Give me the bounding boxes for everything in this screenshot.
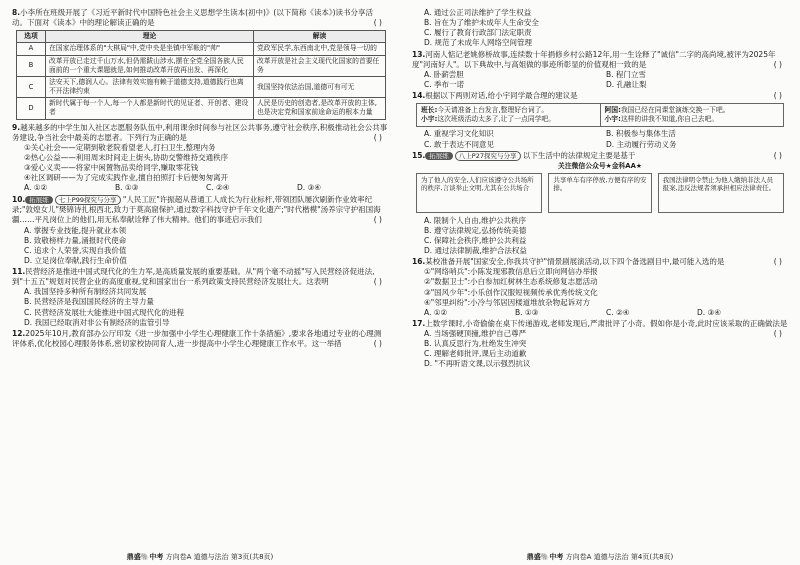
question-stem: 16.某校准备开展"国家安全,你我共守护"情景剧展演活动,以下四个备选剧目中,最可能入选的是 ( ) [412, 257, 782, 267]
answer-option: C. 追求个人荣誉,实现自我价值 [24, 245, 127, 255]
question-stem: 14.根据以下两则对话,给小宇同学最合理的建议是 ( ) [412, 91, 782, 100]
table-cell: A [17, 43, 46, 55]
dialog-line: 阿国:我国已经在同课堂演练交换一下吧。 [604, 106, 730, 115]
statement-item: ③爱心义卖——将家中闲置物品卖给同学,赚取零花钱 [24, 163, 199, 173]
answer-option: C. 履行了教育行政部门法定职责 [424, 28, 532, 38]
answer-paren: ( ) [773, 59, 782, 69]
question-number: 13. [412, 49, 426, 59]
statement-item: ②热心公益——利用周末时间走上街头,协助交警维持交通秩序 [24, 153, 229, 162]
statement-item: ④社区调研——为了完成实践作业,擅自拍照打卡后便匆匆离开 [24, 173, 229, 183]
table-cell: 改革开放已走过千山万水,但仍需跋山涉水,摆在全党全国各族人民面前的一个重大课题就是,如何推动改革开放再出发、再深化 [46, 55, 254, 76]
answer-option: D. 孔融让梨 [606, 79, 647, 89]
table-cell: 改革开放是社会主义现代化国家的首要任务 [254, 55, 386, 76]
dialog-line: 班长:今天请准备上台发言,整理好台词了。 [421, 106, 549, 115]
table-cell: 人民是历史的创造者,是改革开放的主体,也是决定党和国家前途命运的根本力量 [254, 98, 386, 119]
table-row [17, 43, 386, 55]
answer-option: A. 我国坚持多种所有制经济共同发展 [24, 287, 147, 297]
statement-item: ②"数据卫士":小白参加红树林生态系统修复志愿活动 [424, 277, 598, 287]
answer-paren: ( ) [773, 150, 782, 160]
table-header: 选项 [17, 31, 46, 43]
dialog-left [417, 104, 600, 126]
question-12 [12, 329, 388, 349]
answer-option: D. "不再听语文课,以示强烈抗议 [424, 359, 531, 369]
dialog-line: 小宇:这次班级活动太多了,让了一点同学吧。 [421, 115, 556, 124]
question-10 [12, 195, 388, 267]
answer-option: C. 保障社会秩序,维护公共利益 [424, 235, 527, 245]
table-cell: D [17, 98, 46, 119]
answer-options [424, 80, 788, 90]
answer-option: A. 当场强硬顶撞,维护自己尊严 [424, 329, 527, 339]
table-header-row [17, 31, 386, 43]
question-8 [12, 8, 388, 120]
question-12-options [412, 8, 788, 49]
answer-option: A. 重视学习文化知识 [424, 129, 494, 139]
answer-option: D. 通过法律制裁,维护合法权益 [424, 246, 527, 256]
answer-option: C. 敢于表达不同意见 [424, 139, 495, 149]
answer-options [424, 70, 788, 80]
theory-table [16, 30, 386, 119]
table-cell: 我国坚持依法治国,道德可有可无 [254, 76, 386, 97]
answer-options [424, 129, 788, 139]
right-page [412, 8, 788, 371]
answer-option: A. 掌握专业技能,提升就业本领 [24, 225, 127, 235]
answer-paren: ( ) [373, 215, 382, 225]
table-cell: 党政军民学,东西南北中,党是领导一切的 [254, 43, 386, 55]
question-number: 17. [412, 318, 426, 328]
answer-paren: ( ) [373, 18, 382, 28]
table-cell: B [17, 55, 46, 76]
question-stem: 17.上数学课时,小奇偷偷在桌下传递游戏,老师发现后,严肃批评了小奇。假如你是小奇,此时应该采取的正确做法是 ( ) [412, 318, 788, 339]
left-page-footer [12, 553, 388, 562]
answer-paren: ( ) [373, 277, 382, 287]
answer-option: B. 遵守法律规定,弘扬传统美德 [424, 225, 527, 235]
answer-option: C. 理解老师批评,课后主动道歉 [424, 349, 527, 359]
question-number: 14. [412, 91, 426, 100]
textbook-ref-tag: 八上P27探究与分享 [455, 151, 521, 162]
answer-options [424, 308, 788, 318]
question-number: 15. [412, 150, 426, 160]
table-cell: 法安天下,德润人心。法律有效实施有赖于道德支持,道德践行也离不开法律约束 [46, 76, 254, 97]
answer-option: B. 旨在为了维护未成年人生命安全 [424, 18, 539, 28]
question-9 [12, 123, 388, 194]
statement-item: ①关心社会——定期到敬老院看望老人,打扫卫生,整理内务 [24, 142, 216, 152]
scenario-box: 为了他人的安全,人们应该遵守公共场所的秩序,言谈举止文明,尤其在公共场合 [416, 173, 542, 213]
answer-option: D. 立足岗位奉献,践行生命价值 [24, 255, 127, 265]
question-11 [12, 267, 388, 328]
scenario-boxes [416, 173, 784, 213]
dialog-box [416, 103, 784, 127]
question-number: 12. [12, 328, 26, 338]
question-stem: 9.越来越多的中学生加入社区志愿服务队伍中,利用课余时间参与社区公共事务,遵守社会秩序,积极推动社会公共事务建设,争当社会中最美的志愿者。下列行为正确的是 ( ) [12, 122, 388, 142]
table-cell: C [17, 76, 46, 97]
answer-option: B. ①③ [115, 183, 139, 193]
answer-option: C. 民营经济发展壮大能推进中国式现代化的进程 [24, 307, 185, 317]
table-cell: 新时代属于每一个人,每一个人都是新时代的见证者、开创者、建设者 [46, 98, 254, 119]
answer-options [24, 183, 388, 193]
left-page [12, 8, 388, 350]
answer-option: C. 季布一诺 [424, 79, 465, 89]
statement-item: ③"国风少年":小乐创作汉服短视频传承优秀传统文化 [424, 287, 598, 297]
page-info: 方向卷A 道德与法治 第4页(共8页) [565, 552, 674, 561]
table-row [17, 76, 386, 97]
question-17 [412, 319, 788, 370]
table-cell: 在国家治理体系的"大棋局"中,党中央是坐镇中军帐的"帅" [46, 43, 254, 55]
question-stem: 10. 拓展练 七上P99探究与分享 "人民工匠"许振超从普通工人成长为行业标杆,带领团队屡次刷新作业效率纪录;"敦煌女儿"樊锦诗扎根西北,致力于莫高窟保护,通过数字科技守护千年文化遗产;"时代楷模"汤养宗守护祖国海疆……平凡岗位上的他们,用无私奉献诠释了伟大精神。他们的事迹启示我们 ( ) [12, 194, 382, 225]
answer-option: A. 通过公正司法维护了学生权益 [424, 8, 532, 17]
answer-option: D. 我国已经取消对非公有制经济的监管引导 [24, 317, 170, 327]
question-15 [412, 151, 788, 256]
question-number: 16. [412, 257, 426, 267]
right-page-footer [412, 553, 788, 562]
question-number: 8. [12, 8, 21, 17]
answer-option: B. 积极参与集体生活 [606, 129, 676, 139]
table-row [17, 55, 386, 76]
extension-tag: 拓展练 [25, 196, 53, 205]
question-number: 11. [12, 267, 26, 277]
table-header: 理论 [46, 31, 254, 43]
answer-option: B. 致敬榜样力量,涌报时代使命 [24, 235, 127, 245]
answer-option: A. ①② [424, 307, 448, 317]
scenario-box: 我国法律明令禁止为他人缴纳非法人员报案,违反法规者须承担相应法律责任。 [658, 173, 784, 213]
dialog-right [600, 104, 784, 126]
textbook-ref-tag: 七上P99探究与分享 [55, 195, 121, 206]
answer-option: B. ①③ [515, 307, 539, 317]
answer-paren: ( ) [773, 257, 782, 267]
answer-paren: ( ) [373, 338, 382, 348]
question-13 [412, 50, 788, 91]
answer-option: B. 民营经济是我国国民经济的主导力量 [24, 297, 154, 307]
statement-item: ④"邻里纠纷":小冷与邻居因楼道堆放杂物起诉对方 [424, 297, 591, 307]
brand-logo: 鼎盛🐘中考 [526, 552, 564, 561]
answer-option: D. ③④ [297, 183, 321, 193]
dialog-line: 小宇:这样的讲我不知道,你自己去吧。 [604, 115, 719, 124]
answer-paren: ( ) [773, 329, 782, 339]
answer-option: A. ①② [24, 183, 48, 193]
answer-option: B. 程门立雪 [606, 69, 646, 79]
answer-paren: ( ) [373, 132, 382, 142]
statement-item: ①"网络哨兵":小陈发现邪教信息后立即向网信办举报 [424, 267, 598, 277]
answer-option: C. ②④ [206, 183, 230, 193]
answer-options [424, 140, 788, 150]
brand-logo: 鼎盛🐘中考 [126, 552, 164, 561]
scenario-box: 共享单车有序停放,方便有序的安排。 [548, 173, 651, 213]
answer-option: A. 卧薪尝胆 [424, 69, 464, 79]
answer-option: A. 限制个人自由,维护公共秩序 [424, 215, 527, 225]
question-16 [412, 257, 788, 318]
extension-tag: 拓展练 [425, 152, 453, 161]
question-14 [412, 91, 788, 150]
table-header: 解读 [254, 31, 386, 43]
page-info: 方向卷A 道德与法治 第3页(共8页) [165, 552, 274, 561]
answer-option: D. ③④ [697, 307, 721, 317]
question-number: 10. [12, 194, 26, 204]
question-stem: 15. 拓展练 八上P27探究与分享 以下生活中的法律规定主要是基于 ( ) [412, 150, 782, 160]
answer-paren: ( ) [773, 91, 782, 100]
answer-option: D. 规范了未成年人网络空间管理 [424, 38, 533, 48]
question-stem: 13.河南人惦记老姚修桥故事,连续数十年捐修乡村公路12年,用一生诠释了"诚信"二字的高尚境,被评为2025年度"河南好人"。以下典故中,与高姐做的事迹所彰显的价值观相一致的是 ( ) [412, 49, 782, 69]
answer-option: D. 主动履行劳动义务 [606, 139, 677, 149]
question-stem: 12.2025年10月,教育部办公厅印发《进一步加强中小学生心理健康工作十条措施》,要求各地通过专业的心理测评体系,优化校园心理服务体系,密切家校协同育人,进一步提高中小学生心理健康工作水平。这一举措 ( ) [12, 328, 382, 348]
promo-banner: 关注微信公众号★金科AA★ [558, 162, 642, 171]
question-number: 9. [12, 122, 21, 132]
answer-option: C. ②④ [606, 307, 630, 317]
answer-option: B. 认真反思行为,杜绝发生冲突 [424, 339, 527, 349]
question-stem: 8.小李所在班级开展了《习近平新时代中国特色社会主义思想学生读本(初中)》(以下简称《读本》)读书分享活动。下面对《读本》中的理论解读正确的是 ( ) [12, 8, 382, 28]
table-row [17, 98, 386, 119]
question-stem: 11.民营经济是推进中国式现代化的生力军,是高质量发展的重要基础。从"两个毫不动摇"写入民营经济促进法,到"十五五"规划对民营企业的高度重视,党和国家出台一系列政策支持民营经济发展壮大。这表明 ( ) [12, 267, 382, 287]
